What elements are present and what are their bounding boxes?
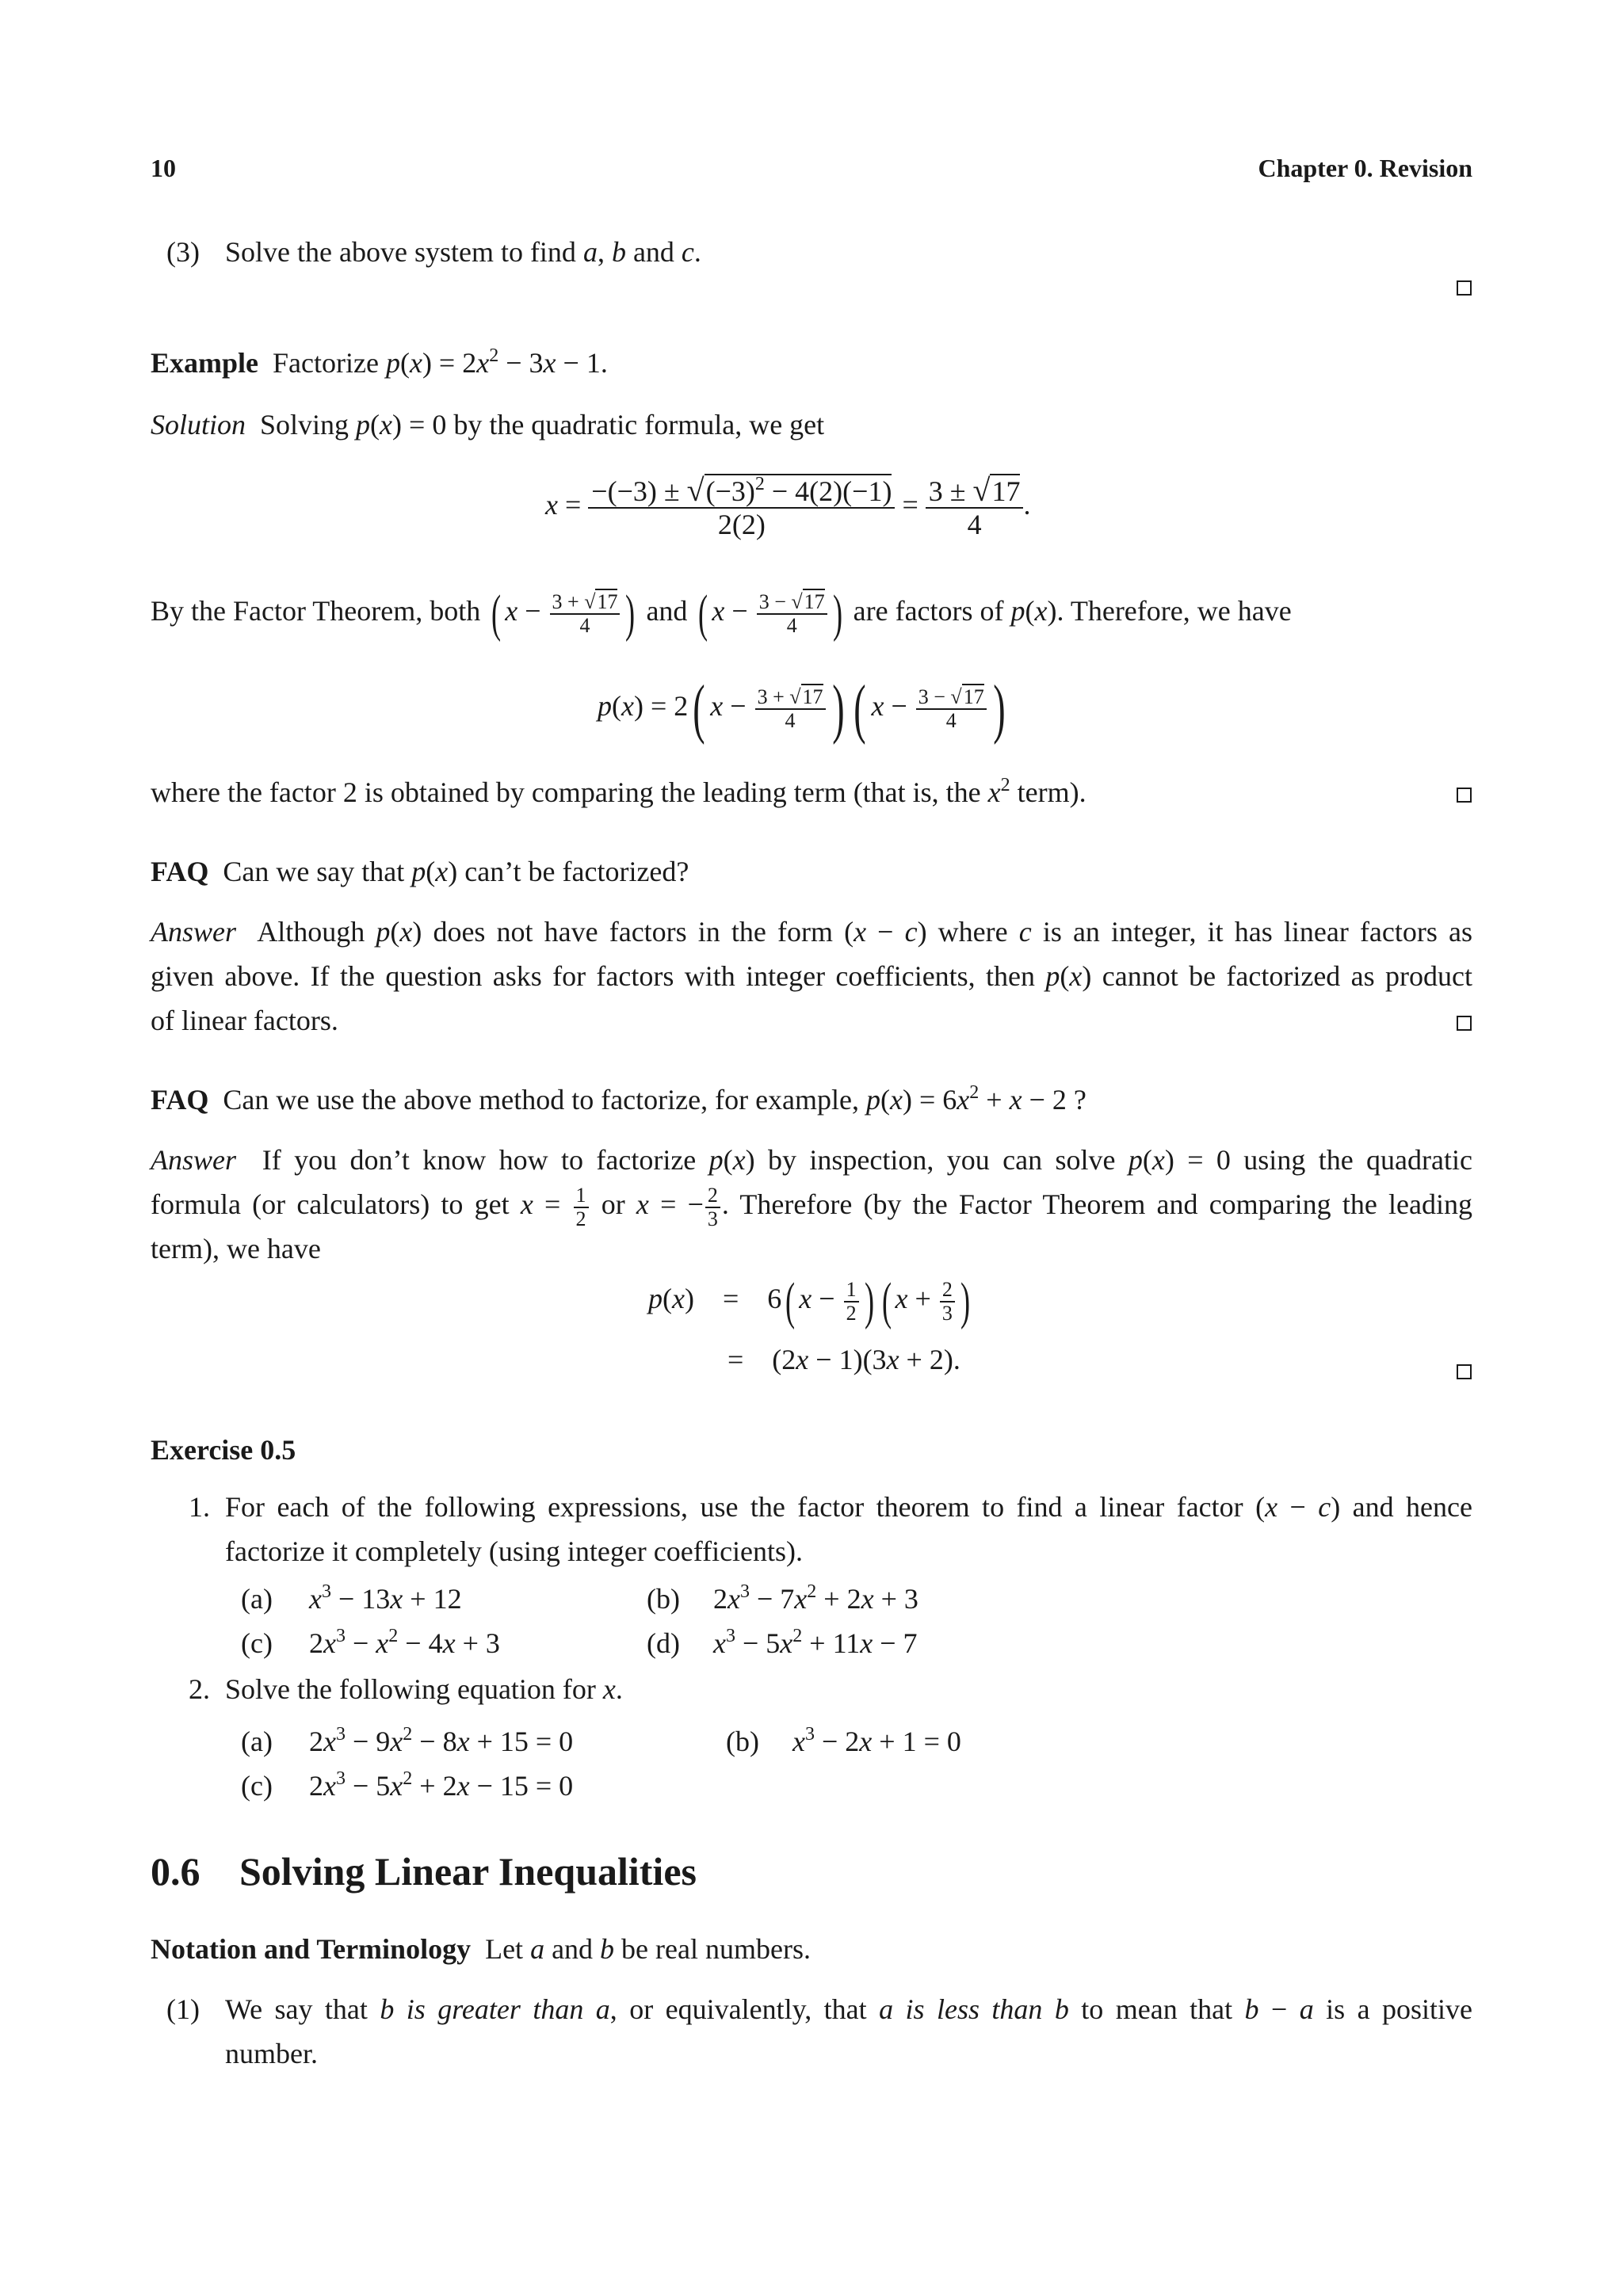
exercise-q2-number: 2. (189, 1673, 210, 1705)
q2-part-a-label: (a) (241, 1726, 273, 1757)
faq-1-answer-line-1: Answer Although p(x) does not have factors in the form (x − c) where c is an integer, it has linear factors as (151, 916, 1472, 948)
page-number: 10 (151, 154, 176, 182)
q1-part-c-label: (c) (241, 1627, 273, 1659)
faq-2-answer-line-3: term), we have (151, 1233, 321, 1264)
factor-theorem-line: By the Factor Theorem, both ( x − $\frac{3 + √17}{4}$ ) and ( x − $\frac{3 - √17}{4}$ ) are factors of p(x). Therefore, we have (151, 584, 1292, 643)
qed-square-icon (1457, 788, 1472, 803)
faq-2-label: FAQ (151, 1084, 209, 1116)
factorization-display: p(x) = 2( x − $\frac{3 + √17}{4}$ ) ( x − $\frac{3 - √17}{4}$ ) (598, 671, 1006, 746)
q1-part-b-expr: $2x^3 - 7x^2 + 2x + 3$ (713, 1581, 918, 1615)
faq-2-equation-2: = (2x − 1)(3x + 2). (727, 1344, 960, 1375)
q2-part-c-expr: $2x^3 - 5x^2 + 2x - 15 = 0$ (309, 1768, 574, 1802)
quadratic-formula: x = $\frac{-(-3) \pm √(-3)^2 - 4(2)(-1)}{2(2)}$ = $\frac{3 \pm √17}{4}$ . (545, 472, 1031, 541)
notation-line: Notation and Terminology Let a and b be real numbers. (151, 1933, 811, 1965)
q2-part-c-label: (c) (241, 1770, 273, 1802)
faq-1-answer-line-2: given above. If the question asks for factors with integer coefficients, then p(x) cannot be factorized as product (151, 960, 1473, 992)
faq-2-answer-label: Answer (151, 1144, 236, 1176)
exercise-q1-number: 1. (189, 1491, 210, 1523)
exercise-q1-line-2: factorize it completely (using integer coefficients). (225, 1535, 804, 1567)
faq-1-answer-label: Answer (151, 916, 236, 948)
notation-item-1-line-2: number. (225, 2038, 318, 2069)
example-closing: where the factor 2 is obtained by comparing the leading term (that is, the $x^2$ term). (151, 775, 1086, 808)
notation-item-1-line-1: We say that b is greater than a, or equivalently, that a is less than b to mean that b − a is a positive (225, 1993, 1473, 2025)
q1-part-a-expr: $x^3 - 13x + 12$ (309, 1581, 462, 1615)
formula-result-fraction: $\frac{3 \pm √17}{4}$ (926, 475, 1024, 540)
faq-2-answer-line-2: formula (or calculators) to get x = $\frac{1}{2}$ or x = − $\frac{2}{3}$ . Therefore (by the Factor Theorem and comparing the leading (151, 1183, 1472, 1230)
q2-part-a-expr: $2x^3 - 9x^2 - 8x + 15 = 0$ (309, 1724, 574, 1757)
q1-part-c-expr: $2x^3 - x^2 - 4x + 3$ (309, 1626, 500, 1659)
qed-square-icon (1457, 1364, 1472, 1379)
qed-square-icon (1457, 1016, 1472, 1031)
exercise-q1-line-1: For each of the following expressions, use the factor theorem to find a linear factor (x − c) and hence (225, 1491, 1472, 1523)
notation-label: Notation and Terminology (151, 1933, 472, 1965)
q2-part-b-expr: $x^3 - 2x + 1 = 0$ (792, 1724, 961, 1757)
section-number: 0.6 (151, 1849, 200, 1894)
solution-label: Solution (151, 409, 246, 441)
step-3-text: Solve the above system to find a, b and c. (225, 236, 701, 268)
q1-part-d-label: (d) (647, 1627, 680, 1659)
q1-part-d-expr: $x^3 - 5x^2 + 11x - 7$ (713, 1626, 918, 1659)
solution-line: Solution Solving p(x) = 0 by the quadratic formula, we get (151, 409, 825, 441)
q1-part-b-label: (b) (647, 1583, 680, 1615)
faq-1-answer-line-3: of linear factors. (151, 1005, 338, 1036)
faq-1-label: FAQ (151, 856, 209, 887)
q1-part-a-label: (a) (241, 1583, 273, 1615)
example-block: Example Factorize $p(x) = 2x^2 - 3x - 1$. (151, 345, 608, 379)
qed-square-icon (1457, 280, 1472, 296)
q2-part-b-label: (b) (726, 1726, 759, 1757)
exercise-title: Exercise 0.5 (151, 1434, 296, 1466)
faq-2-question: FAQ Can we use the above method to factorize, for example, $p(x) = 6x^2 + x - 2$ ? (151, 1082, 1086, 1116)
example-label: Example (151, 347, 259, 379)
faq-2-answer-line-1: Answer If you don’t know how to factorize p(x) by inspection, you can solve p(x) = 0 using the quadratic (151, 1144, 1472, 1176)
step-3-label: (3) (166, 236, 200, 268)
faq-1-question: FAQ Can we say that p(x) can’t be factorized? (151, 856, 689, 887)
notation-item-1-label: (1) (166, 1993, 200, 2025)
formula-fraction: $\frac{-(-3) \pm √(-3)^2 - 4(2)(-1)}{2(2)}$ (588, 475, 895, 540)
running-title: Chapter 0. Revision (1258, 154, 1472, 182)
section-title: Solving Linear Inequalities (239, 1849, 697, 1894)
faq-2-equation-1: p(x) = 6( x − $\frac{1}{2}$ ) ( x + $\frac{2}{3}$ ) (648, 1272, 970, 1330)
exercise-q2-text: Solve the following equation for x. (225, 1673, 623, 1705)
